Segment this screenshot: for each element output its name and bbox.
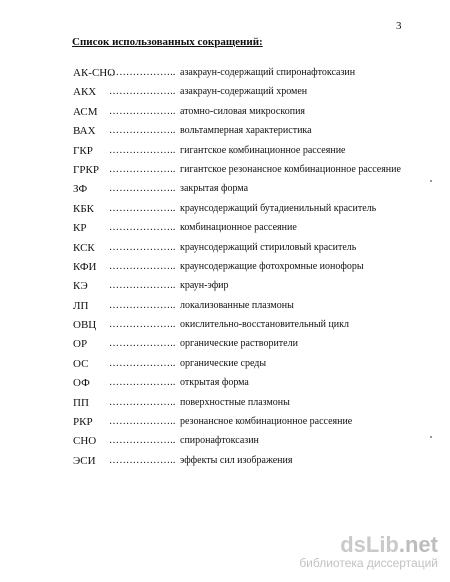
abbreviation-code: КСК — [73, 241, 95, 254]
abbreviation-definition: комбинационное рассеяние — [180, 222, 297, 234]
abbreviation-definition: органические среды — [180, 357, 267, 369]
leader-dots: ……………….. — [109, 319, 176, 331]
watermark-tagline: библиотека диссертаций — [299, 556, 438, 570]
abbreviation-code: АСМ — [73, 105, 98, 118]
scan-speck — [430, 436, 432, 438]
abbreviation-code: ОС — [73, 357, 89, 370]
leader-dots: ……………….. — [109, 260, 176, 272]
watermark-logo-tld: .net — [398, 532, 438, 557]
leader-dots: ……………….. — [109, 144, 176, 156]
watermark-logo — [299, 534, 438, 556]
abbreviation-code: АКХ — [73, 86, 97, 99]
abbreviation-code: ГРКР — [73, 163, 99, 176]
abbreviation-row — [73, 125, 433, 144]
abbreviation-row — [73, 86, 433, 105]
abbreviation-code: РКР — [73, 416, 93, 429]
abbreviation-code: АК-СНО — [73, 67, 116, 79]
page-title: Список использованных сокращений: — [72, 36, 263, 48]
abbreviation-row — [73, 455, 433, 474]
leader-dots: ……………….. — [109, 183, 176, 195]
abbreviation-definition: локализованные плазмоны — [180, 299, 294, 311]
abbreviation-row — [73, 280, 433, 299]
leader-dots: ……………….. — [109, 454, 176, 466]
scan-speck — [430, 180, 432, 182]
abbreviation-definition: краунсодержащий бутадиенильный краситель — [180, 202, 377, 214]
page-number: 3 — [396, 20, 402, 32]
abbreviation-code: СНО — [73, 435, 97, 448]
leader-dots: ……………….. — [109, 86, 176, 98]
abbreviation-code: ОФ — [73, 377, 90, 390]
leader-dots: ……………….. — [109, 125, 176, 137]
abbreviation-definition: краунсодержащий стириловый краситель — [180, 241, 357, 253]
abbreviation-definition: атомно-силовая микроскопия — [180, 105, 306, 117]
abbreviation-list — [73, 67, 433, 474]
abbreviation-row — [73, 338, 433, 357]
leader-dots: ……………….. — [109, 357, 176, 369]
abbreviation-code: ОВЦ — [73, 319, 97, 332]
abbreviation-row — [73, 222, 433, 241]
abbreviation-row — [73, 242, 433, 261]
abbreviation-row — [73, 377, 433, 396]
abbreviation-definition: окислительно-восстановительный цикл — [180, 319, 349, 331]
abbreviation-code: КФИ — [73, 260, 97, 273]
abbreviation-code: ОР — [73, 338, 88, 351]
abbreviation-row — [73, 435, 433, 454]
abbreviation-definition: спиронафтоксазин — [180, 435, 259, 447]
leader-dots: ……………….. — [109, 280, 176, 292]
abbreviation-definition: органические растворители — [180, 338, 298, 350]
abbreviation-code: КЭ — [73, 280, 88, 293]
leader-dots: ……………….. — [109, 222, 176, 234]
abbreviation-definition: азакраун-содержащий спиронафтоксазин — [180, 67, 356, 78]
leader-dots: ……………….. — [109, 241, 176, 253]
abbreviation-row — [73, 67, 433, 86]
abbreviation-code: ЗФ — [73, 183, 88, 196]
abbreviation-definition: азакраун-содержащий хромен — [180, 86, 308, 98]
abbreviation-row — [73, 145, 433, 164]
abbreviation-definition: открытая форма — [180, 377, 249, 389]
abbreviation-code: ГКР — [73, 144, 93, 157]
abbreviation-definition: краун-эфир — [180, 280, 229, 292]
leader-dots: ……………….. — [109, 67, 176, 78]
leader-dots: ……………….. — [109, 396, 176, 408]
abbreviation-definition: эффекты сил изображения — [180, 454, 293, 466]
abbreviation-row — [73, 319, 433, 338]
abbreviation-row — [73, 261, 433, 280]
watermark — [299, 534, 438, 570]
abbreviation-definition: вольтамперная характеристика — [180, 125, 312, 137]
leader-dots: ……………….. — [109, 163, 176, 175]
abbreviation-code: ВАХ — [73, 125, 96, 138]
abbreviation-row — [73, 300, 433, 319]
abbreviation-row — [73, 416, 433, 435]
leader-dots: ……………….. — [109, 299, 176, 311]
abbreviation-definition: гигантское резонансное комбинационное рассеяние — [180, 163, 401, 175]
abbreviation-definition: краунсодержащие фотохромные ионофоры — [180, 260, 364, 272]
leader-dots: ……………….. — [109, 416, 176, 428]
leader-dots: ……………….. — [109, 105, 176, 117]
abbreviation-row — [73, 164, 433, 183]
abbreviation-row — [73, 203, 433, 222]
abbreviation-definition: закрытая форма — [180, 183, 249, 195]
abbreviation-definition: поверхностные плазмоны — [180, 396, 290, 408]
abbreviation-row — [73, 183, 433, 202]
leader-dots: ……………….. — [109, 377, 176, 389]
abbreviation-row — [73, 397, 433, 416]
abbreviation-code: ЛП — [73, 299, 89, 312]
abbreviation-code: КР — [73, 222, 87, 235]
abbreviation-code: ПП — [73, 396, 89, 409]
leader-dots: ……………….. — [109, 338, 176, 350]
leader-dots: ……………….. — [109, 435, 176, 447]
watermark-logo-main: dsLib — [340, 532, 399, 557]
leader-dots: ……………….. — [109, 202, 176, 214]
abbreviation-definition: резонансное комбинационное рассеяние — [180, 416, 353, 428]
abbreviation-row — [73, 358, 433, 377]
abbreviation-code: КБК — [73, 202, 94, 215]
abbreviation-definition: гигантское комбинационное рассеяние — [180, 144, 346, 156]
abbreviation-row — [73, 106, 433, 125]
abbreviation-code: ЭСИ — [73, 454, 96, 467]
